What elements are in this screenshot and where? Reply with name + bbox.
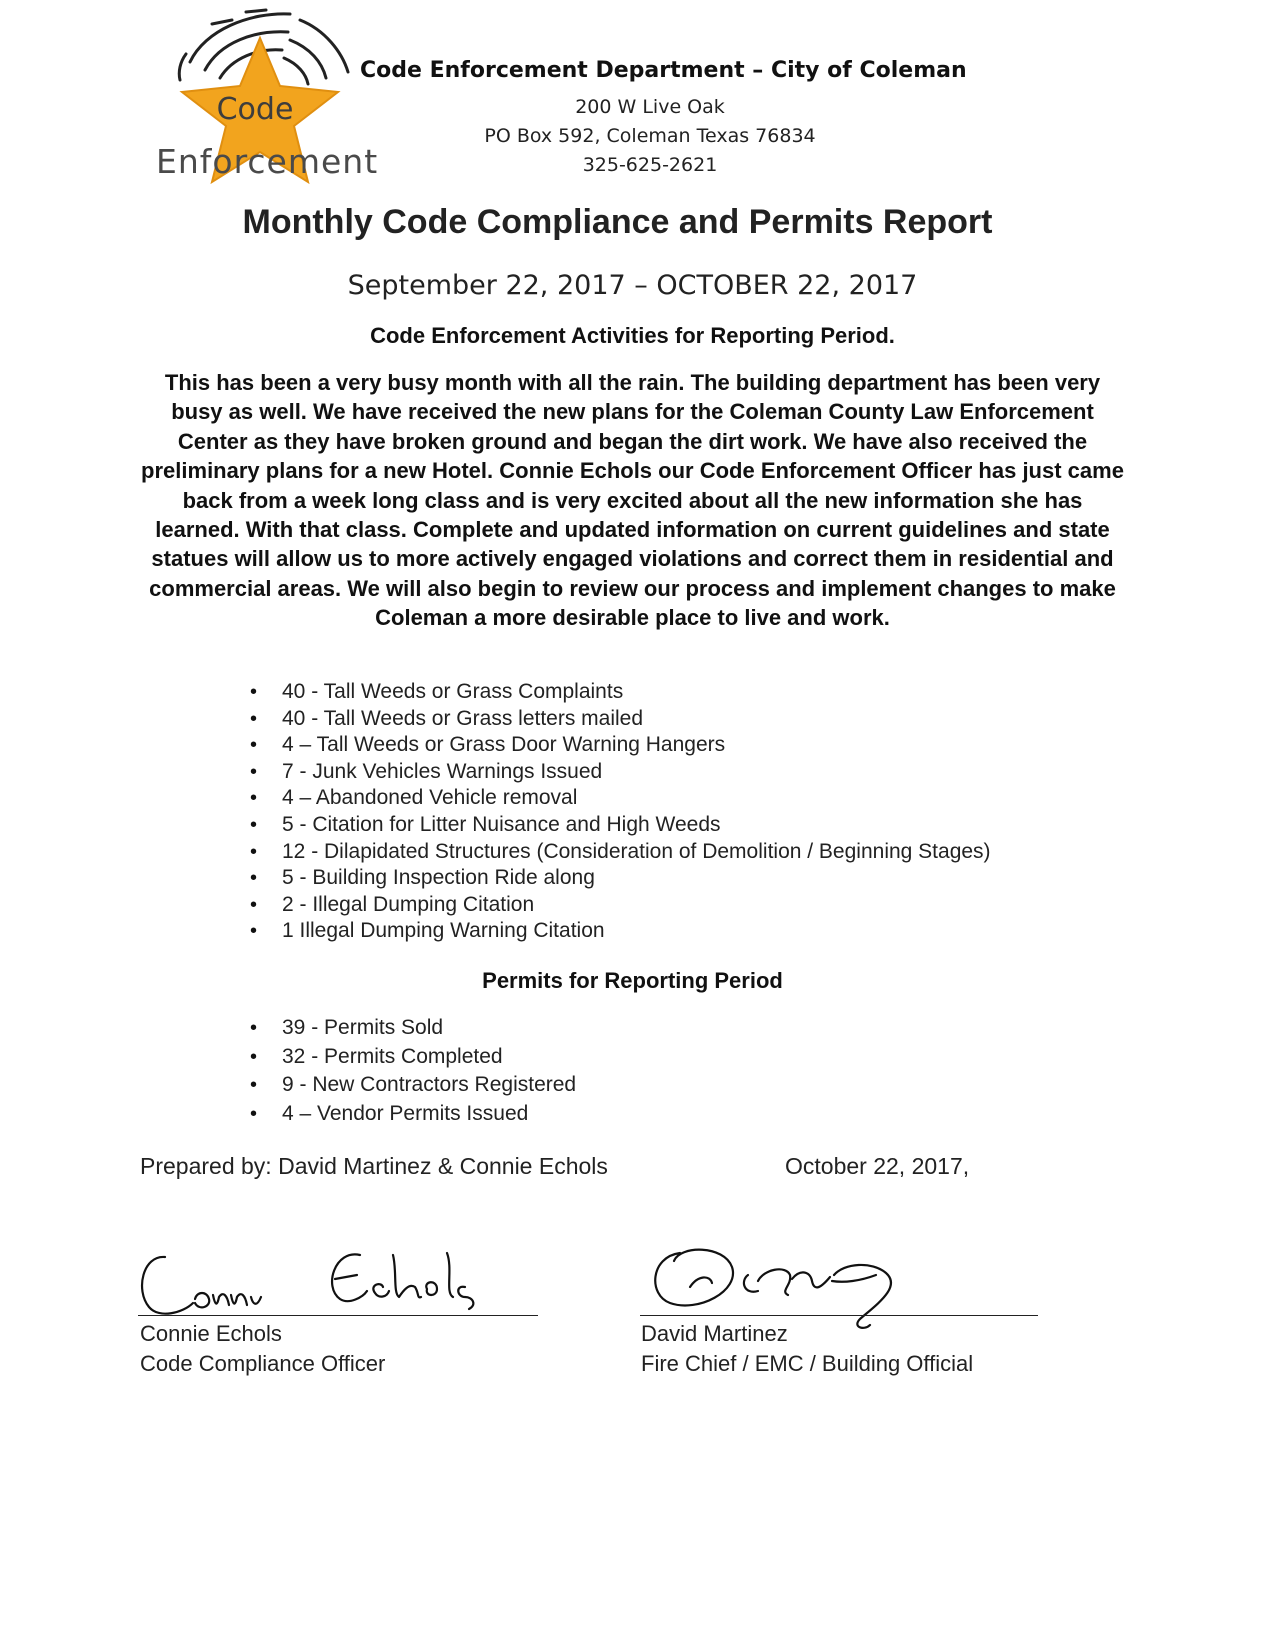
- phone-number: 325-625-2621: [582, 154, 718, 176]
- activities-list: [252, 679, 991, 945]
- signature-line-left: [138, 1315, 538, 1316]
- list-item: • 5 - Building Inspection Ride along: [252, 865, 991, 892]
- activities-summary: This has been a very busy month with all the rain. The building department has been very busy as well. We have received the new plans for the Coleman County Law Enforcement Center as they have broken ground and began the dirt work. We have also received the preliminary plans for a new Hotel. Connie Echols our Code Enforcement Officer has just came back from a week long class and is very excited about all the new information she has learned. With that class. Complete and updated information on current guidelines and state statues will allow us to more actively engaged violations and correct them in residential and commercial areas. We will also begin to review our process and implement changes to make Coleman a more desirable place to live and work.: [141, 370, 1124, 631]
- list-item: • 32 - Permits Completed: [252, 1043, 576, 1072]
- signer-name: David Martinez: [641, 1321, 788, 1346]
- list-item: • 4 – Tall Weeds or Grass Door Warning Hangers: [252, 732, 991, 759]
- permits-list: [252, 1014, 576, 1129]
- signer-role: Code Compliance Officer: [140, 1351, 386, 1376]
- department-name: Code Enforcement Department – City of Coleman: [360, 58, 967, 83]
- list-item: • 4 – Vendor Permits Issued: [252, 1100, 576, 1129]
- list-item: • 40 - Tall Weeds or Grass letters mailed: [252, 706, 991, 733]
- list-item: • 2 - Illegal Dumping Citation: [252, 892, 991, 919]
- list-item: • 1 Illegal Dumping Warning Citation: [252, 918, 991, 945]
- logo-word-enforcement: Enforcement: [156, 142, 379, 181]
- signature-line-right: [640, 1315, 1038, 1316]
- prepared-date: October 22, 2017,: [785, 1153, 970, 1179]
- list-item: • 5 - Citation for Litter Nuisance and High Weeds: [252, 812, 991, 839]
- list-item: • 9 - New Contractors Registered: [252, 1071, 576, 1100]
- list-item: • 40 - Tall Weeds or Grass Complaints: [252, 679, 991, 706]
- signature-connie-echols: [135, 1235, 540, 1320]
- reporting-date-range: September 22, 2017 – OCTOBER 22, 2017: [347, 270, 918, 301]
- report-title-text: Monthly Code Compliance and Permits Report: [242, 203, 993, 241]
- list-item: • 12 - Dilapidated Structures (Consideration of Demolition / Beginning Stages): [252, 839, 991, 866]
- activities-heading: Code Enforcement Activities for Reporting Period.: [370, 323, 895, 348]
- address-line-2: PO Box 592, Coleman Texas 76834: [484, 125, 816, 147]
- address-line-1: 200 W Live Oak: [575, 96, 725, 118]
- list-item: • 39 - Permits Sold: [252, 1014, 576, 1043]
- signer-name: Connie Echols: [140, 1321, 282, 1346]
- report-title: [0, 203, 1265, 242]
- signer-role: Fire Chief / EMC / Building Official: [641, 1351, 974, 1376]
- organization-header: [360, 58, 980, 176]
- prepared-by: Prepared by: David Martinez & Connie Echols: [140, 1153, 608, 1179]
- list-item: • 7 - Junk Vehicles Warnings Issued: [252, 759, 991, 786]
- permits-heading: Permits for Reporting Period: [482, 968, 783, 993]
- signer-connie-echols: [140, 1319, 385, 1379]
- logo-word-code: Code: [216, 92, 294, 127]
- list-item: • 4 – Abandoned Vehicle removal: [252, 785, 991, 812]
- signer-david-martinez: [641, 1319, 973, 1379]
